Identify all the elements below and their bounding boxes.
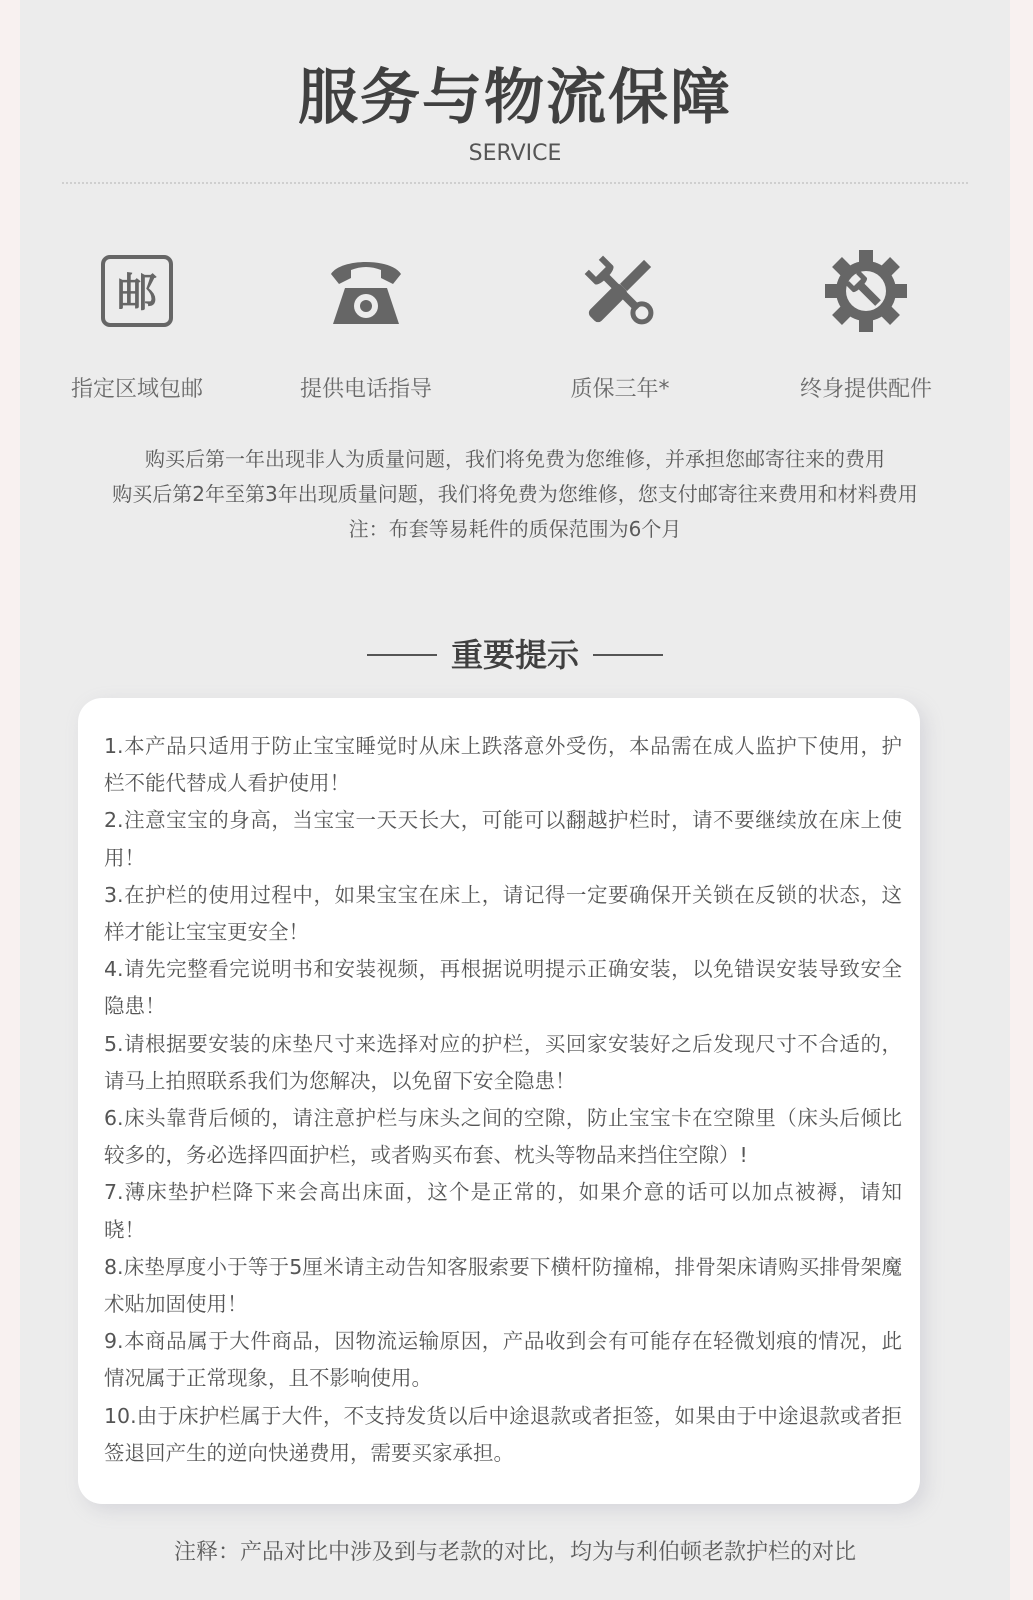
service-page xyxy=(20,0,1010,1600)
gear-wrench-icon xyxy=(823,248,909,334)
warranty-note: 购买后第2年至第3年出现质量问题，我们将免费为您维修，您支付邮寄往来费用和材料费用 xyxy=(112,482,918,506)
notice-item: 2.注意宝宝的身高，当宝宝一天天长大，可能可以翻越护栏时，请不要继续放在床上使用！ xyxy=(104,808,902,870)
telephone-icon xyxy=(323,248,409,334)
mail-stamp-glyph: 邮 xyxy=(117,270,157,316)
important-heading xyxy=(20,632,1010,678)
feature-label: 质保三年* xyxy=(570,377,670,402)
footnote: 注释：产品对比中涉及到与老款的对比，均为与利伯顿老款护栏的对比 xyxy=(173,1540,856,1565)
feature-label: 提供电话指导 xyxy=(299,377,432,402)
heading-rule-left xyxy=(367,654,437,656)
notice-item: 9.本商品属于大件商品，因物流运输原因，产品收到会有可能存在轻微划痕的情况，此情况属于正常现象，且不影响使用。 xyxy=(104,1329,902,1391)
page-title: 服务与物流保障 xyxy=(298,63,732,133)
warranty-note: 购买后第一年出现非人为质量问题，我们将免费为您维修，并承担您邮寄往来的费用 xyxy=(145,447,885,471)
tools-icon xyxy=(577,248,663,334)
feature-phone-guidance xyxy=(256,248,476,404)
dotted-divider xyxy=(62,182,968,184)
important-notice-card xyxy=(78,698,920,1504)
important-heading-text: 重要提示 xyxy=(450,636,579,674)
notice-item: 6.床头靠背后倾的，请注意护栏与床头之间的空隙，防止宝宝卡在空隙里（床头后倾比较多的，务必选择四面护栏，或者购买布套、枕头等物品来挡住空隙）! xyxy=(104,1106,902,1168)
feature-lifetime-parts xyxy=(756,248,976,404)
warranty-notes xyxy=(20,442,1010,547)
notice-item: 8.床垫厚度小于等于5厘米请主动告知客服索要下横杆防撞棉，排骨架床请购买排骨架魔术贴加固使用！ xyxy=(104,1254,902,1317)
notice-item: 3.在护栏的使用过程中，如果宝宝在床上，请记得一定要确保开关锁在反锁的状态，这样才能让宝宝更安全！ xyxy=(104,882,902,945)
notice-item: 7.薄床垫护栏降下来会高出床面，这个是正常的，如果介意的话可以加点被褥，请知晓！ xyxy=(104,1180,902,1242)
feature-warranty xyxy=(510,248,730,404)
notice-item: 10.由于床护栏属于大件，不支持发货以后中途退款或者拒签，如果由于中途退款或者拒签退回产生的逆向快递费用，需要买家承担。 xyxy=(104,1403,902,1465)
feature-free-shipping xyxy=(27,248,247,404)
heading-rule-right xyxy=(593,654,663,656)
notice-item: 5.请根据要安装的床垫尺寸来选择对应的护栏，买回家安装好之后发现尺寸不合适的，请马上拍照联系我们为您解决，以免留下安全隐患！ xyxy=(104,1031,902,1093)
feature-label: 指定区域包邮 xyxy=(70,377,203,402)
page-subtitle: SERVICE xyxy=(468,141,562,166)
feature-label: 终身提供配件 xyxy=(799,377,932,402)
notice-item: 4.请先完整看完说明书和安装视频，再根据说明提示正确安装，以免错误安装导致安全隐患！ xyxy=(104,957,902,1019)
mail-stamp-icon xyxy=(94,248,180,334)
warranty-note: 注：布套等易耗件的质保范围为6个月 xyxy=(348,517,682,541)
important-notice-list xyxy=(78,698,920,1472)
notice-item: 1.本产品只适用于防止宝宝睡觉时从床上跌落意外受伤，本品需在成人监护下使用，护栏不能代替成人看护使用！ xyxy=(104,734,902,796)
